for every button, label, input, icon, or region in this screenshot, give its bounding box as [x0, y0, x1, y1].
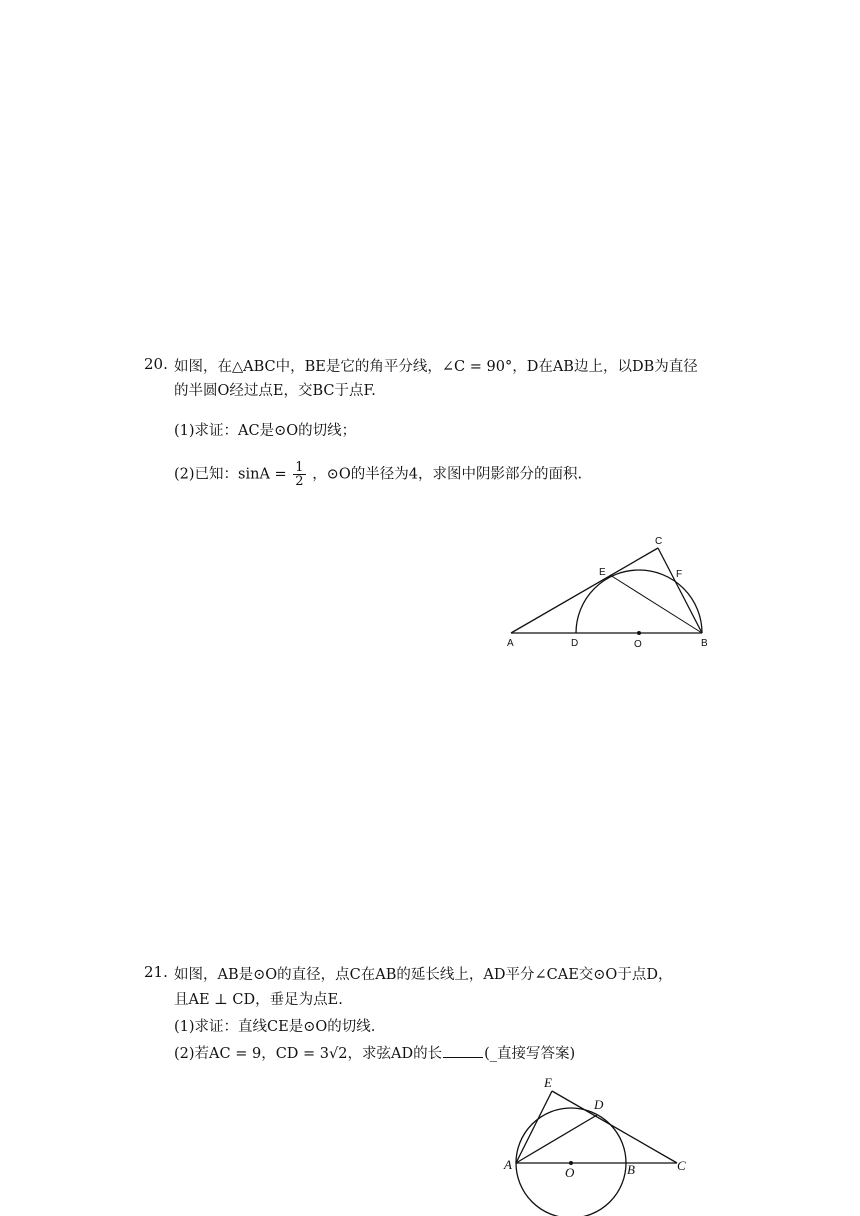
figure-20 [500, 530, 730, 655]
segment-ec [552, 1091, 677, 1163]
question-number: 20. [144, 355, 168, 373]
label-a: A [504, 1157, 512, 1172]
part-2-prefix: (2)已知：sinA = [174, 466, 287, 483]
question-text-line-1: 如图，在△ABC中，BE是它的角平分线，∠C = 90°，D在AB边上，以DB为直径 [174, 359, 698, 375]
label-c: C [655, 536, 663, 547]
fraction-one-half [293, 461, 305, 488]
segment-eb [610, 575, 702, 633]
label-d: D [571, 638, 579, 649]
semicircle-o [576, 570, 702, 633]
label-e: E [544, 1075, 552, 1090]
question-text-line-2: 的半圆O经过点E，交BC于点F. [174, 383, 376, 399]
part-2-suffix: (_直接写答案) [484, 1046, 576, 1062]
segment-cb [658, 548, 702, 633]
label-b: B [701, 638, 708, 649]
answer-blank [443, 1045, 483, 1058]
question-number: 21. [144, 963, 168, 981]
part-2-prefix: (2)若AC = 9，CD = 3√2，求弦AD的长 [174, 1046, 443, 1062]
label-o: O [634, 639, 642, 650]
figure-21 [500, 1072, 700, 1216]
segment-ac [511, 548, 658, 633]
part-2 [174, 461, 582, 488]
label-c: C [677, 1158, 686, 1173]
question-text-line-1: 如图，AB是⊙O的直径，点C在AB的延长线上，AD平分∠CAE交⊙O于点D， [174, 967, 673, 983]
part-1: (1)求证：直线CE是⊙O的切线. [174, 1019, 376, 1035]
label-e: E [599, 567, 606, 578]
part-2 [174, 1042, 575, 1063]
part-1: (1)求证：AC是⊙O的切线； [174, 423, 357, 439]
part-2-suffix: ，⊙O的半径为4，求图中阴影部分的面积. [312, 466, 583, 483]
question-text-line-2: 且AE ⊥ CD，垂足为点E. [174, 992, 343, 1008]
fraction-denominator: 2 [295, 474, 304, 489]
fraction-numerator: 1 [295, 460, 304, 475]
label-d: D [594, 1097, 604, 1112]
label-a: A [507, 638, 514, 649]
center-dot-o [637, 631, 641, 635]
label-b: B [627, 1162, 635, 1177]
label-f: F [676, 569, 683, 580]
label-o: O [565, 1165, 575, 1180]
